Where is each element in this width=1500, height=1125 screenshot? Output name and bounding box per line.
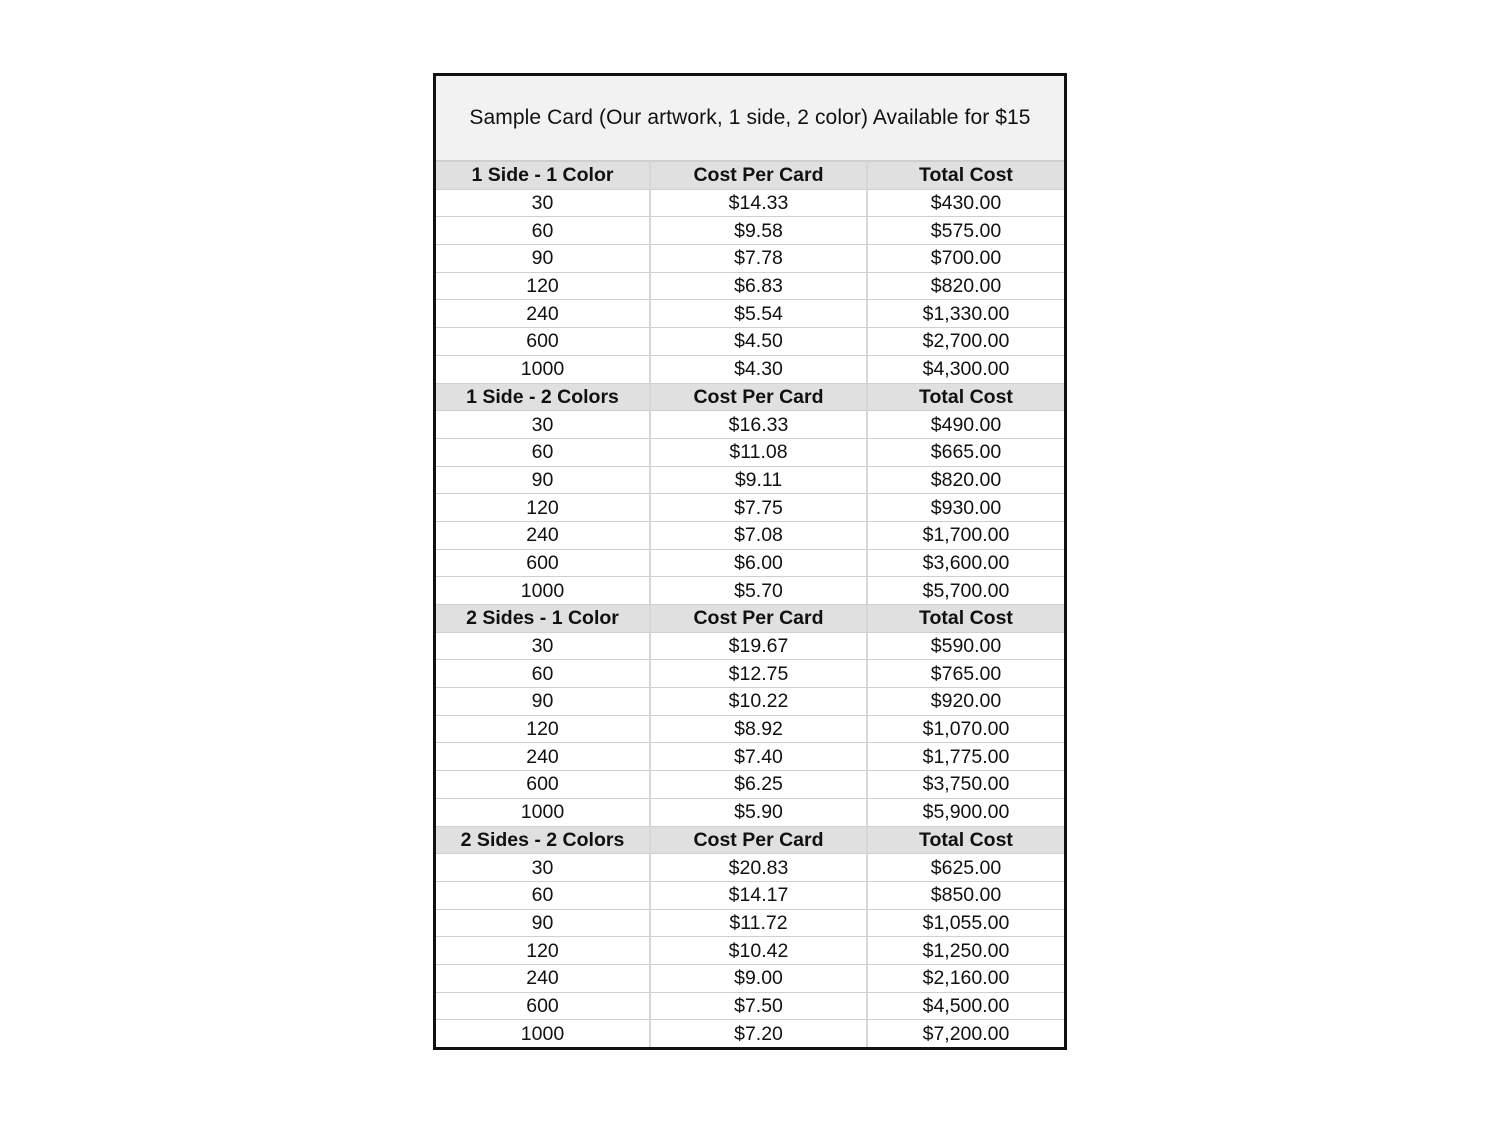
table-row	[436, 743, 1064, 771]
table-row	[436, 300, 1064, 328]
cell-cost-per-card: $14.33	[650, 189, 867, 217]
cell-quantity: 600	[436, 771, 650, 799]
column-header-total-cost: Total Cost	[867, 605, 1064, 633]
table-row	[436, 355, 1064, 383]
cell-cost-per-card: $7.78	[650, 245, 867, 273]
cell-cost-per-card: $8.92	[650, 715, 867, 743]
cell-cost-per-card: $6.83	[650, 272, 867, 300]
cell-cost-per-card: $4.50	[650, 328, 867, 356]
cell-cost-per-card: $7.20	[650, 1020, 867, 1047]
cell-total-cost: $1,700.00	[867, 521, 1064, 549]
cell-total-cost: $2,700.00	[867, 328, 1064, 356]
cell-quantity: 1000	[436, 577, 650, 605]
cell-quantity: 120	[436, 715, 650, 743]
cell-quantity: 120	[436, 494, 650, 522]
price-table	[433, 73, 1067, 1050]
table-row	[436, 881, 1064, 909]
cell-cost-per-card: $7.50	[650, 992, 867, 1020]
cell-quantity: 60	[436, 217, 650, 245]
cell-quantity: 30	[436, 189, 650, 217]
cell-quantity: 1000	[436, 355, 650, 383]
column-header-cost-per-card: Cost Per Card	[650, 383, 867, 411]
table-row	[436, 688, 1064, 716]
table-row	[436, 466, 1064, 494]
cell-quantity: 60	[436, 438, 650, 466]
cell-cost-per-card: $11.08	[650, 438, 867, 466]
cell-quantity: 30	[436, 411, 650, 439]
cell-total-cost: $765.00	[867, 660, 1064, 688]
cell-quantity: 240	[436, 300, 650, 328]
cell-total-cost: $490.00	[867, 411, 1064, 439]
table-row	[436, 438, 1064, 466]
table-row	[436, 577, 1064, 605]
table-row	[436, 715, 1064, 743]
section-header	[436, 826, 1064, 854]
cell-total-cost: $5,700.00	[867, 577, 1064, 605]
cell-total-cost: $1,055.00	[867, 909, 1064, 937]
section-title: 2 Sides - 2 Colors	[436, 826, 650, 854]
cell-quantity: 600	[436, 992, 650, 1020]
cell-quantity: 120	[436, 937, 650, 965]
cell-total-cost: $920.00	[867, 688, 1064, 716]
cell-quantity: 600	[436, 549, 650, 577]
table-row	[436, 854, 1064, 882]
cell-total-cost: $5,900.00	[867, 798, 1064, 826]
cell-quantity: 600	[436, 328, 650, 356]
cell-cost-per-card: $4.30	[650, 355, 867, 383]
cell-total-cost: $7,200.00	[867, 1020, 1064, 1047]
cell-cost-per-card: $7.40	[650, 743, 867, 771]
cell-total-cost: $820.00	[867, 272, 1064, 300]
column-header-cost-per-card: Cost Per Card	[650, 605, 867, 633]
cell-quantity: 1000	[436, 1020, 650, 1047]
section-header	[436, 162, 1064, 190]
table-title: Sample Card (Our artwork, 1 side, 2 color) Available for $15	[436, 76, 1064, 161]
cell-total-cost: $590.00	[867, 632, 1064, 660]
price-grid-body	[436, 162, 1064, 1048]
table-row	[436, 217, 1064, 245]
cell-cost-per-card: $7.75	[650, 494, 867, 522]
cell-quantity: 30	[436, 854, 650, 882]
cell-quantity: 240	[436, 521, 650, 549]
cell-total-cost: $1,070.00	[867, 715, 1064, 743]
cell-quantity: 90	[436, 245, 650, 273]
cell-quantity: 1000	[436, 798, 650, 826]
cell-quantity: 60	[436, 660, 650, 688]
cell-cost-per-card: $5.70	[650, 577, 867, 605]
table-row	[436, 245, 1064, 273]
cell-total-cost: $1,775.00	[867, 743, 1064, 771]
cell-quantity: 240	[436, 743, 650, 771]
cell-cost-per-card: $14.17	[650, 881, 867, 909]
section-title: 1 Side - 1 Color	[436, 162, 650, 190]
section-title: 1 Side - 2 Colors	[436, 383, 650, 411]
table-row	[436, 494, 1064, 522]
cell-quantity: 240	[436, 964, 650, 992]
table-row	[436, 771, 1064, 799]
cell-total-cost: $2,160.00	[867, 964, 1064, 992]
cell-total-cost: $665.00	[867, 438, 1064, 466]
cell-cost-per-card: $16.33	[650, 411, 867, 439]
cell-cost-per-card: $5.54	[650, 300, 867, 328]
cell-total-cost: $3,600.00	[867, 549, 1064, 577]
cell-total-cost: $700.00	[867, 245, 1064, 273]
table-row	[436, 992, 1064, 1020]
cell-total-cost: $4,300.00	[867, 355, 1064, 383]
cell-total-cost: $850.00	[867, 881, 1064, 909]
price-grid	[436, 161, 1064, 1047]
cell-cost-per-card: $6.00	[650, 549, 867, 577]
cell-cost-per-card: $12.75	[650, 660, 867, 688]
cell-cost-per-card: $6.25	[650, 771, 867, 799]
table-row	[436, 909, 1064, 937]
cell-cost-per-card: $9.58	[650, 217, 867, 245]
cell-quantity: 90	[436, 688, 650, 716]
table-row	[436, 272, 1064, 300]
cell-cost-per-card: $9.11	[650, 466, 867, 494]
table-row	[436, 798, 1064, 826]
table-row	[436, 964, 1064, 992]
cell-total-cost: $1,330.00	[867, 300, 1064, 328]
table-row	[436, 937, 1064, 965]
column-header-total-cost: Total Cost	[867, 162, 1064, 190]
cell-cost-per-card: $7.08	[650, 521, 867, 549]
cell-total-cost: $4,500.00	[867, 992, 1064, 1020]
cell-total-cost: $430.00	[867, 189, 1064, 217]
cell-cost-per-card: $11.72	[650, 909, 867, 937]
section-header	[436, 605, 1064, 633]
column-header-total-cost: Total Cost	[867, 383, 1064, 411]
cell-quantity: 60	[436, 881, 650, 909]
cell-total-cost: $820.00	[867, 466, 1064, 494]
table-row	[436, 521, 1064, 549]
table-row	[436, 660, 1064, 688]
table-row	[436, 632, 1064, 660]
cell-cost-per-card: $10.42	[650, 937, 867, 965]
section-title: 2 Sides - 1 Color	[436, 605, 650, 633]
column-header-total-cost: Total Cost	[867, 826, 1064, 854]
cell-quantity: 90	[436, 466, 650, 494]
cell-quantity: 120	[436, 272, 650, 300]
table-row	[436, 1020, 1064, 1047]
cell-cost-per-card: $20.83	[650, 854, 867, 882]
column-header-cost-per-card: Cost Per Card	[650, 826, 867, 854]
cell-total-cost: $930.00	[867, 494, 1064, 522]
cell-quantity: 90	[436, 909, 650, 937]
cell-total-cost: $3,750.00	[867, 771, 1064, 799]
table-row	[436, 328, 1064, 356]
cell-cost-per-card: $9.00	[650, 964, 867, 992]
cell-quantity: 30	[436, 632, 650, 660]
cell-total-cost: $575.00	[867, 217, 1064, 245]
cell-cost-per-card: $5.90	[650, 798, 867, 826]
column-header-cost-per-card: Cost Per Card	[650, 162, 867, 190]
table-row	[436, 549, 1064, 577]
section-header	[436, 383, 1064, 411]
cell-total-cost: $625.00	[867, 854, 1064, 882]
table-row	[436, 189, 1064, 217]
table-row	[436, 411, 1064, 439]
cell-total-cost: $1,250.00	[867, 937, 1064, 965]
cell-cost-per-card: $19.67	[650, 632, 867, 660]
cell-cost-per-card: $10.22	[650, 688, 867, 716]
